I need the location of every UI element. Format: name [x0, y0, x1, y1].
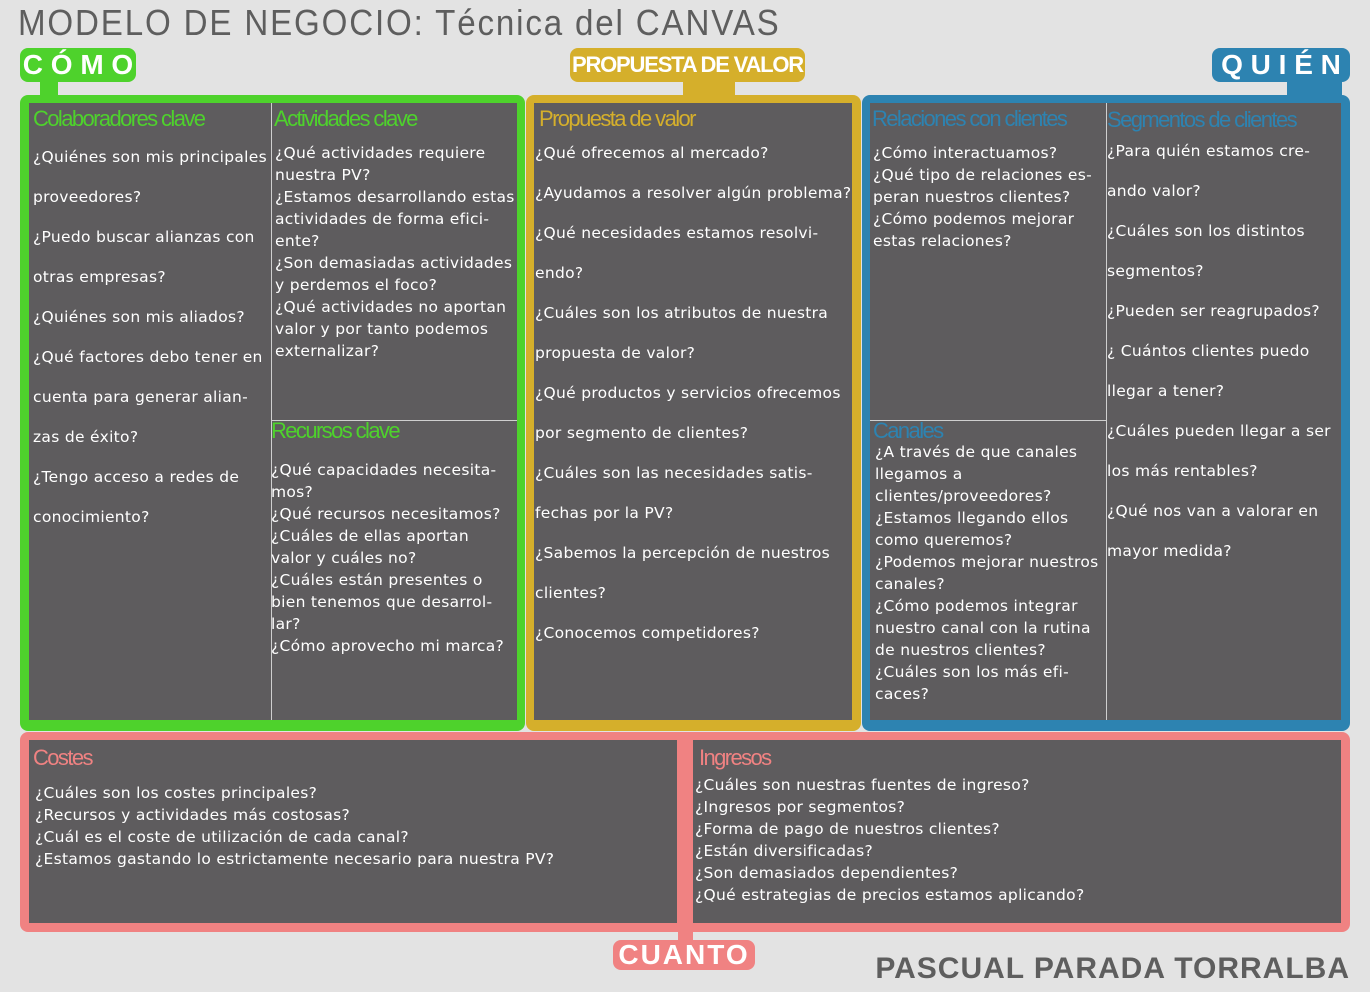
- costes-questions: [35, 784, 554, 872]
- question-line: ¿Qué nos van a valorar en: [1107, 502, 1319, 520]
- question-line: ¿Cuáles son los costes principales?: [35, 784, 318, 802]
- question-line: clientes/proveedores?: [875, 487, 1052, 505]
- question-line: nuestro canal con la rutina: [875, 619, 1091, 637]
- question-line: ¿Ayudamos a resolver algún problema?: [535, 184, 852, 202]
- question-line: fechas por la PV?: [535, 504, 674, 522]
- question-line: cuenta para generar alian-: [33, 388, 249, 406]
- question-line: ¿Podemos mejorar nuestros: [875, 553, 1099, 571]
- question-line: endo?: [535, 264, 584, 282]
- question-line: ¿Cuáles son las necesidades satis-: [535, 464, 813, 482]
- question-line: actividades de forma efici-: [275, 210, 490, 228]
- question-line: ¿Puedo buscar alianzas con: [33, 228, 255, 246]
- actividades-heading: Actividades clave: [274, 106, 417, 131]
- question-line: ¿A través de que canales: [875, 443, 1078, 461]
- question-line: ¿Qué recursos necesitamos?: [271, 505, 501, 523]
- question-line: llegamos a: [875, 465, 963, 483]
- ingresos-questions: [695, 776, 1084, 908]
- question-line: ¿Cuál es el coste de utilización de cada canal?: [35, 828, 409, 846]
- question-line: por segmento de clientes?: [535, 424, 749, 442]
- question-line: ¿Qué tipo de relaciones es-: [873, 166, 1092, 184]
- question-line: mayor medida?: [1107, 542, 1232, 560]
- question-line: proveedores?: [33, 188, 142, 206]
- question-line: valor y cuáles no?: [271, 549, 417, 567]
- question-line: ¿Están diversificadas?: [695, 842, 874, 860]
- segmentos-questions: [1107, 142, 1331, 582]
- question-line: ¿Para quién estamos cre-: [1107, 142, 1311, 160]
- question-line: ¿Cómo aprovecho mi marca?: [271, 637, 505, 655]
- question-line: ¿Forma de pago de nuestros clientes?: [695, 820, 1000, 838]
- question-line: ando valor?: [1107, 182, 1201, 200]
- question-line: ¿Qué ofrecemos al mercado?: [535, 144, 769, 162]
- question-line: ¿Cuáles son los más efi-: [875, 663, 1070, 681]
- page-title: MODELO DE NEGOCIO: Técnica del CANVAS: [18, 2, 781, 43]
- author: PASCUAL PARADA TORRALBA: [875, 952, 1350, 985]
- question-line: ¿Cómo podemos integrar: [875, 597, 1078, 615]
- question-line: ¿Qué productos y servicios ofrecemos: [535, 384, 841, 402]
- question-line: conocimiento?: [33, 508, 150, 526]
- question-line: ¿Estamos llegando ellos: [875, 509, 1069, 527]
- question-line: ¿Qué actividades no aportan: [275, 298, 507, 316]
- question-line: ¿Son demasiadas actividades: [275, 254, 513, 272]
- segmentos-heading: Segmentos de clientes: [1107, 107, 1296, 132]
- question-line: de nuestros clientes?: [875, 641, 1046, 659]
- question-line: clientes?: [535, 584, 607, 602]
- costes-heading: Costes: [33, 745, 92, 770]
- relaciones-heading: Relaciones con clientes: [872, 106, 1067, 131]
- question-line: estas relaciones?: [873, 232, 1012, 250]
- question-line: ¿Cómo interactuamos?: [873, 144, 1058, 162]
- question-line: ¿Cuáles están presentes o: [271, 571, 483, 589]
- question-line: canales?: [875, 575, 945, 593]
- question-line: ¿Qué estrategias de precios estamos aplicando?: [695, 886, 1085, 904]
- propuesta-tab: PROPUESTA DE VALOR: [570, 48, 805, 82]
- recursos-questions: [271, 461, 504, 659]
- relaciones-questions: [873, 144, 1092, 254]
- question-line: ¿Estamos gastando lo estrictamente necesario para nuestra PV?: [35, 850, 555, 868]
- question-line: ¿Recursos y actividades más costosas?: [35, 806, 351, 824]
- canales-questions: [875, 443, 1099, 707]
- question-line: los más rentables?: [1107, 462, 1258, 480]
- question-line: mos?: [271, 483, 314, 501]
- question-line: lar?: [271, 615, 301, 633]
- cuanto-tab: CUANTO: [613, 940, 755, 970]
- propuesta-questions: [535, 144, 851, 664]
- question-line: valor y por tanto podemos: [275, 320, 489, 338]
- como-tab: C Ó M O: [20, 48, 136, 82]
- canales-heading: Canales: [873, 418, 943, 443]
- question-line: ¿ Cuántos clientes puedo: [1107, 342, 1310, 360]
- question-line: peran nuestros clientes?: [873, 188, 1071, 206]
- question-line: nuestra PV?: [275, 166, 371, 184]
- question-line: bien tenemos que desarrol-: [271, 593, 493, 611]
- colaboradores-heading: Colaboradores clave: [33, 106, 205, 131]
- question-line: ¿Quiénes son mis aliados?: [33, 308, 245, 326]
- question-line: ¿Son demasiados dependientes?: [695, 864, 959, 882]
- ingresos-heading: Ingresos: [699, 745, 771, 770]
- question-line: ¿Tengo acceso a redes de: [33, 468, 240, 486]
- question-line: ¿Sabemos la percepción de nuestros: [535, 544, 831, 562]
- question-line: ente?: [275, 232, 320, 250]
- question-line: zas de éxito?: [33, 428, 139, 446]
- question-line: ¿Cuáles de ellas aportan: [271, 527, 469, 545]
- question-line: ¿Qué necesidades estamos resolvi-: [535, 224, 819, 242]
- question-line: como queremos?: [875, 531, 1013, 549]
- colaboradores-questions: [33, 148, 267, 548]
- question-line: ¿Cómo podemos mejorar: [873, 210, 1075, 228]
- question-line: ¿Cuáles son los atributos de nuestra: [535, 304, 829, 322]
- question-line: propuesta de valor?: [535, 344, 696, 362]
- question-line: externalizar?: [275, 342, 380, 360]
- question-line: ¿Cuáles son los distintos: [1107, 222, 1305, 240]
- question-line: ¿Quiénes son mis principales: [33, 148, 267, 166]
- question-line: ¿Estamos desarrollando estas: [275, 188, 515, 206]
- question-line: ¿Qué factores debo tener en: [33, 348, 263, 366]
- question-line: caces?: [875, 685, 930, 703]
- propuesta-heading: Propuesta de valor: [539, 106, 695, 131]
- actividades-questions: [275, 144, 515, 364]
- question-line: ¿Pueden ser reagrupados?: [1107, 302, 1320, 320]
- question-line: segmentos?: [1107, 262, 1204, 280]
- question-line: ¿Cuáles son nuestras fuentes de ingreso?: [695, 776, 1030, 794]
- recursos-heading: Recursos clave: [271, 418, 399, 443]
- quien-tab: Q U I É N: [1212, 48, 1350, 82]
- question-line: llegar a tener?: [1107, 382, 1225, 400]
- question-line: y perdemos el foco?: [275, 276, 438, 294]
- question-line: otras empresas?: [33, 268, 166, 286]
- question-line: ¿Qué capacidades necesita-: [271, 461, 497, 479]
- question-line: ¿Qué actividades requiere: [275, 144, 486, 162]
- question-line: ¿Ingresos por segmentos?: [695, 798, 906, 816]
- question-line: ¿Conocemos competidores?: [535, 624, 760, 642]
- question-line: ¿Cuáles pueden llegar a ser: [1107, 422, 1331, 440]
